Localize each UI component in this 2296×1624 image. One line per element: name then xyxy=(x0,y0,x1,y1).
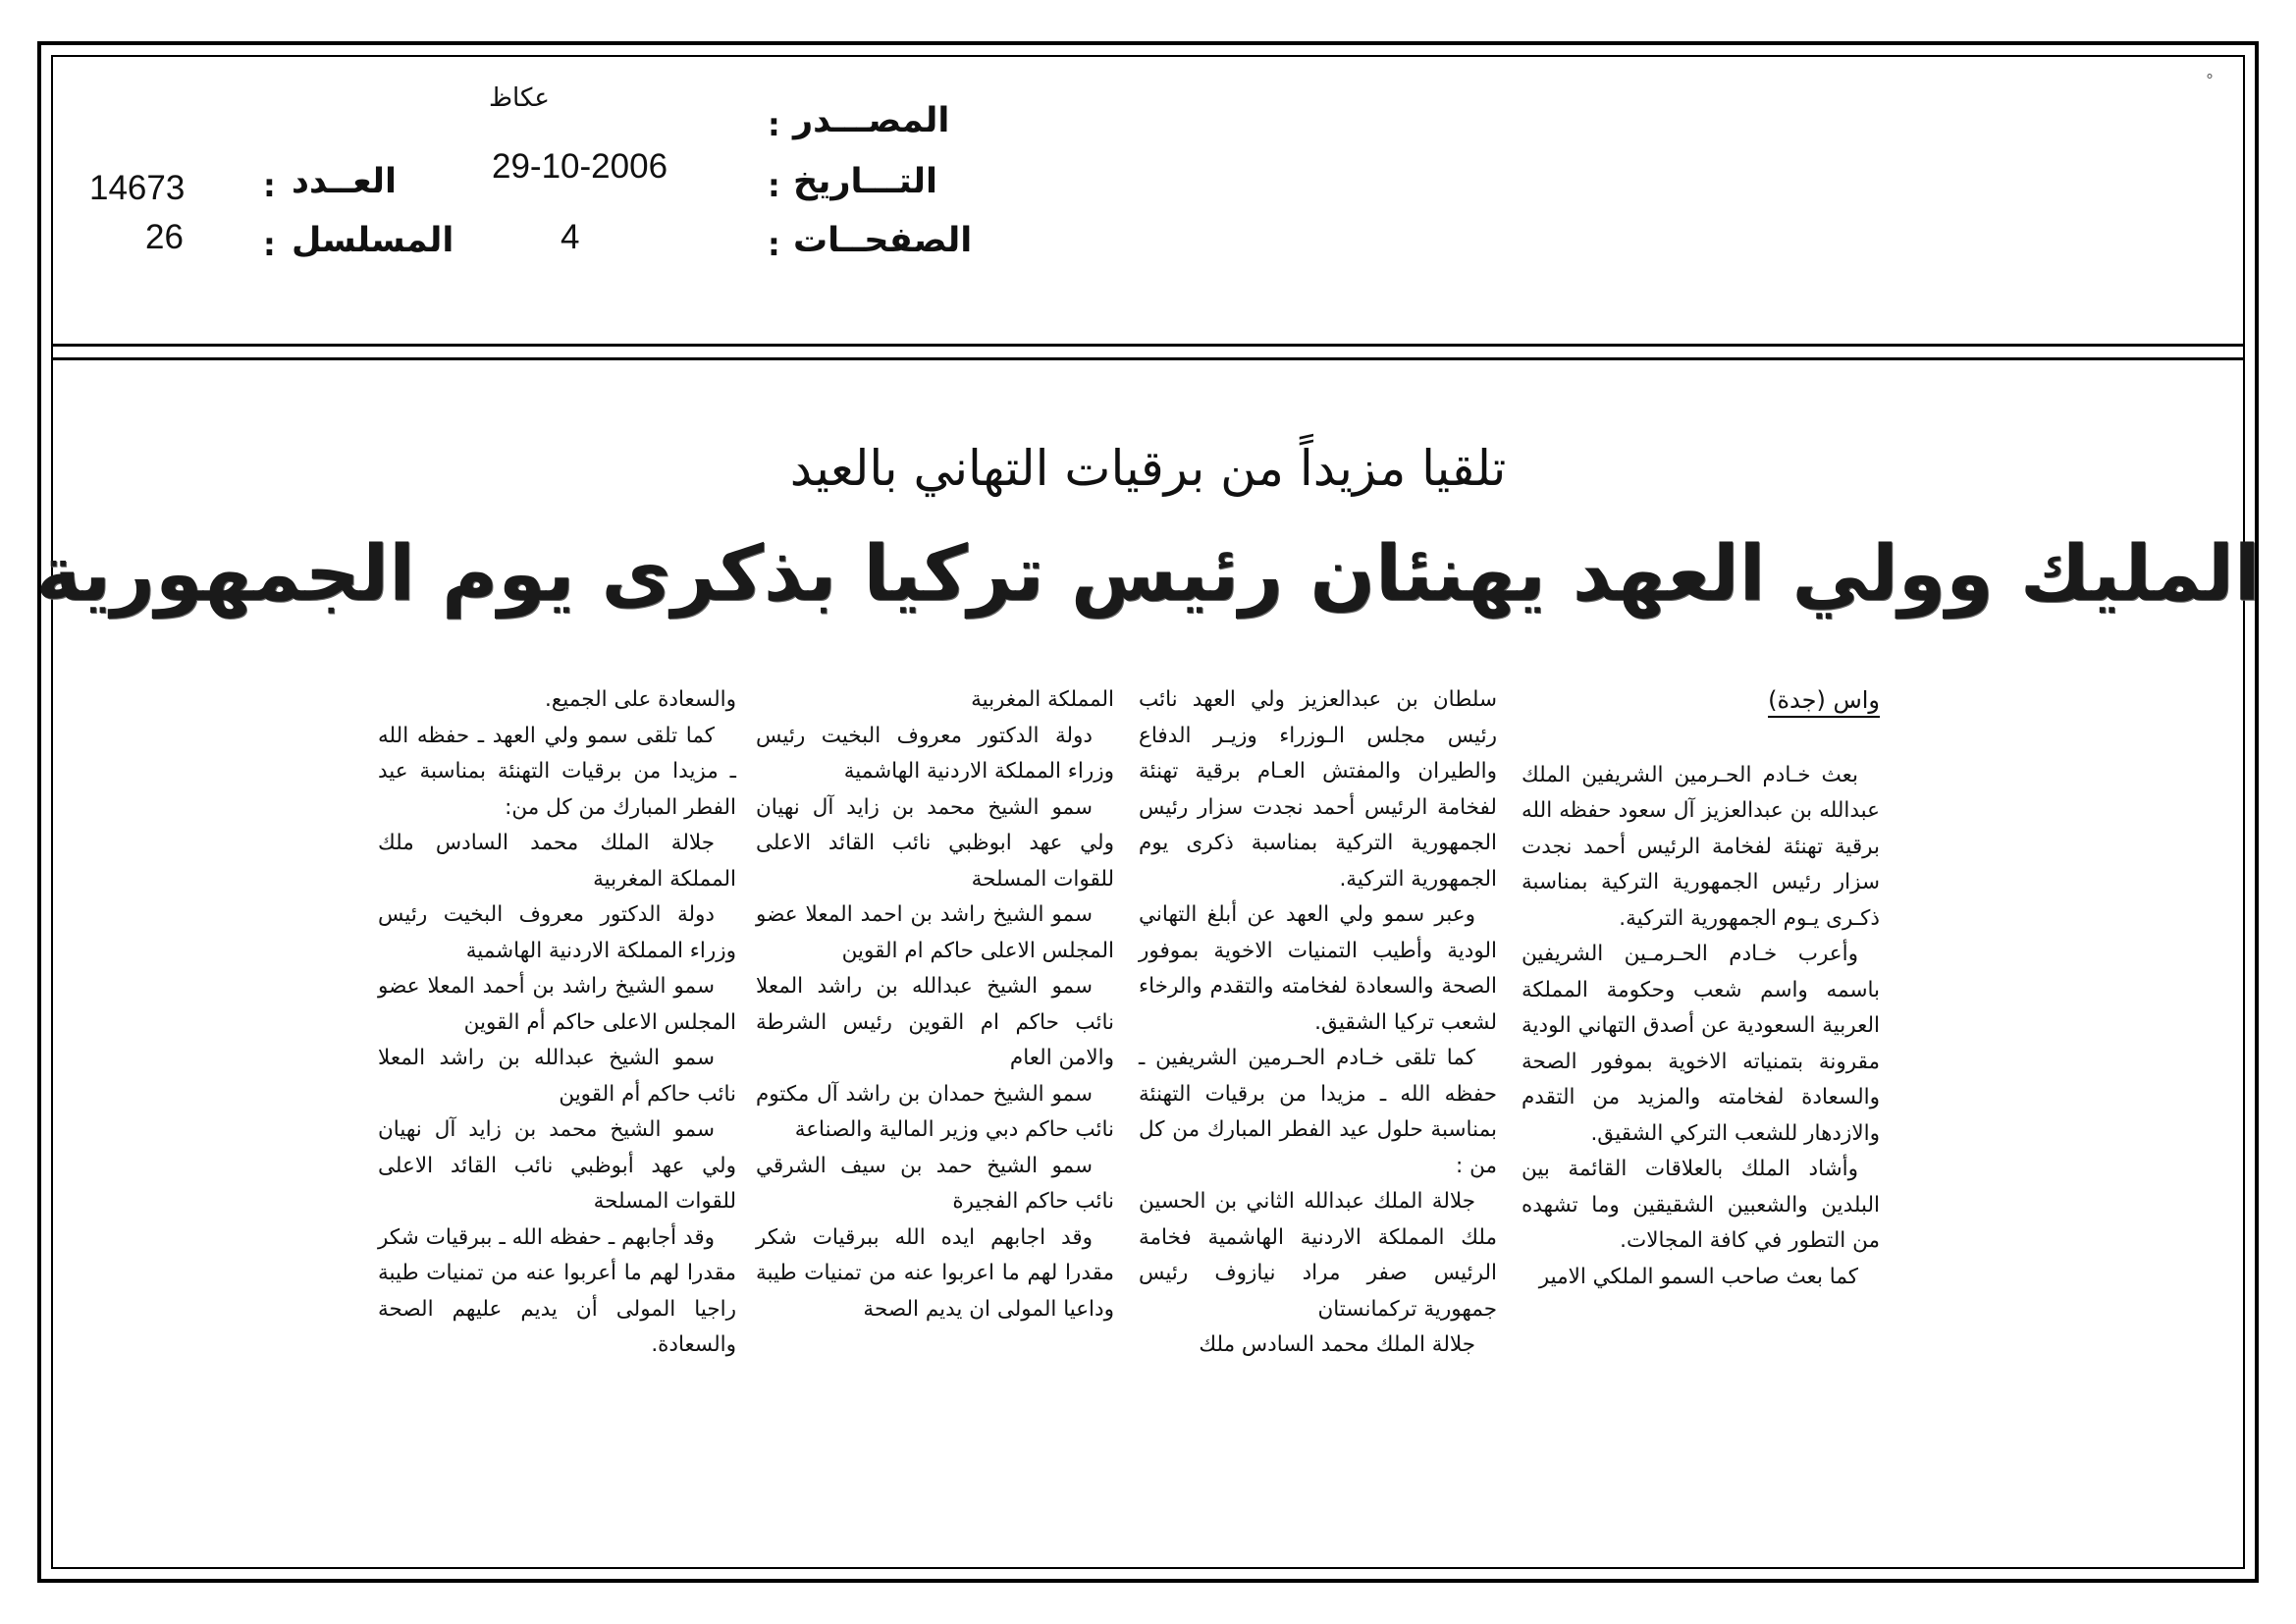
source-label: المصـــدر xyxy=(793,101,950,140)
paragraph: كما بعث صاحب السمو الملكي الامير xyxy=(1538,1264,1858,1289)
byline-text: واس (جدة) xyxy=(1768,686,1880,718)
paragraph: دولة الدكتور معروف البخيت رئيس وزراء المملكة الاردنية الهاشمية xyxy=(378,902,736,963)
serial-value: 26 xyxy=(145,218,184,256)
paragraph: المملكة المغربية xyxy=(971,687,1114,712)
source-colon: : xyxy=(768,106,780,143)
paragraph: جلالة الملك عبدالله الثاني بن الحسين ملك المملكة الاردنية الهاشمية فخامة الرئيس صفر مراد نيازوف رئيس جمهورية تركمانستان xyxy=(1139,1189,1497,1322)
article-column-3 xyxy=(756,682,1114,1327)
paragraph: سمو الشيخ حمد بن سيف الشرقي نائب حاكم الفجيرة xyxy=(756,1153,1114,1214)
paragraph: سلطان بن عبدالعزيز ولي العهد نائب رئيس مجلس الـوزراء وزيـر الدفاع والطيران والمفتش العـام برقية تهنئة لفخامة الرئيس أحمد نجدت سزار رئيس الجمهورية التركية بمناسبة ذكرى يوم الجمهورية التركية. xyxy=(1139,687,1497,892)
issue-colon: : xyxy=(263,167,276,204)
paragraph: كما تلقى سمو ولي العهد ـ حفظه الله ـ مزيدا من برقيات التهنئة بمناسبة عيد الفطر المبارك من كل من: xyxy=(378,723,736,820)
article-column-2 xyxy=(1139,682,1497,1364)
paragraph: كما تلقى خـادم الحـرمين الشريفين ـ حفظه الله ـ مزيدا من برقيات التهنئة بمناسبة حلول عيد الفطر المبارك من كل من : xyxy=(1139,1046,1497,1178)
paragraph: وأعرب خـادم الحـرمـين الشريفين باسمه واسم شعب وحكومة المملكة العربية السعودية عن أصدق التهاني الودية مقرونة بتمنياته الاخوية بموفور الصحة والسعادة لفخامته والمزيد من التقدم والازدهار للشعب التركي الشقيق. xyxy=(1522,942,1880,1146)
paragraph: جلالة الملك محمد السادس ملك المملكة المغربية xyxy=(378,831,736,892)
pages-label: الصفحــات xyxy=(793,221,973,260)
issue-value: 14673 xyxy=(89,169,186,207)
pages-value: 4 xyxy=(561,218,580,256)
paragraph: سمو الشيخ عبدالله بن راشد المعلا نائب حاكم أم القوين xyxy=(378,1046,736,1107)
serial-colon: : xyxy=(263,226,276,263)
paragraph: والسعادة على الجميع. xyxy=(545,687,736,712)
paragraph: سمو الشيخ محمد بن زايد آل نهيان ولي عهد ابوظبي نائب القائد الاعلى للقوات المسلحة xyxy=(756,794,1114,892)
paragraph: دولة الدكتور معروف البخيت رئيس وزراء المملكة الاردنية الهاشمية xyxy=(756,723,1114,784)
paragraph: بعث خـادم الحـرمين الشريفين الملك عبدالله بن عبدالعزيز آل سعود حفظه الله برقية تهنئة لفخامة الرئيس أحمد نجدت سزار رئيس الجمهورية التركية بمناسبة ذكـرى يـوم الجمهورية التركية. xyxy=(1522,762,1880,931)
date-colon: : xyxy=(768,167,780,204)
serial-label: المسلسل xyxy=(292,221,454,260)
paragraph: وعبر سمو ولي العهد عن أبلغ التهاني الودية وأطيب التمنيات الاخوية بموفور الصحة والسعادة لفخامته والتقدم والرخاء لشعب تركيا الشقيق. xyxy=(1139,902,1497,1035)
article-headline: المليك وولي العهد يهنئان رئيس تركيا بذكرى يوم الجمهورية xyxy=(35,530,2261,619)
date-value: 29-10-2006 xyxy=(492,147,668,186)
paragraph: سمو الشيخ راشد بن احمد المعلا عضو المجلس الاعلى حاكم ام القوين xyxy=(756,902,1114,963)
article-column-1 xyxy=(1522,682,1880,1295)
header-divider xyxy=(53,344,2243,347)
paragraph: سمو الشيخ حمدان بن راشد آل مكتوم نائب حاكم دبي وزير المالية والصناعة xyxy=(756,1081,1114,1142)
paragraph: سمو الشيخ راشد بن أحمد المعلا عضو المجلس الاعلى حاكم أم القوين xyxy=(378,974,736,1035)
article-column-4 xyxy=(378,682,736,1364)
paragraph: سمو الشيخ محمد بن زايد آل نهيان ولي عهد أبوظبي نائب القائد الاعلى للقوات المسلحة xyxy=(378,1117,736,1214)
paragraph: وقد أجابهم ـ حفظه الله ـ ببرقيات شكر مقدرا لهم ما أعربوا عنه من تمنيات طيبة راجيا المولى أن يديم عليهم الصحة والسعادة. xyxy=(378,1224,736,1357)
article-subheadline: تلقيا مزيداً من برقيات التهاني بالعيد xyxy=(789,440,1507,497)
paragraph: سمو الشيخ عبدالله بن راشد المعلا نائب حاكم ام القوين رئيس الشرطة والامن العام xyxy=(756,974,1114,1070)
pages-colon: : xyxy=(768,226,780,263)
header-divider-double xyxy=(53,357,2243,360)
issue-label: العــدد xyxy=(292,162,397,201)
paragraph: وقد اجابهم ايده الله ببرقيات شكر مقدرا لهم ما اعربوا عنه من تمنيات طيبة وداعيا المولى ان يديم الصحة xyxy=(756,1224,1114,1322)
byline xyxy=(1522,682,1880,719)
source-value: عكاظ xyxy=(489,83,550,113)
paragraph: جلالة الملك محمد السادس ملك xyxy=(1199,1332,1475,1357)
date-label: التـــاريخ xyxy=(793,162,937,201)
corner-mark: ° xyxy=(2206,71,2214,89)
paragraph: وأشاد الملك بالعلاقات القائمة بين البلدين والشعبين الشقيقين وما تشهده من التطور في كافة المجالات. xyxy=(1522,1157,1880,1253)
